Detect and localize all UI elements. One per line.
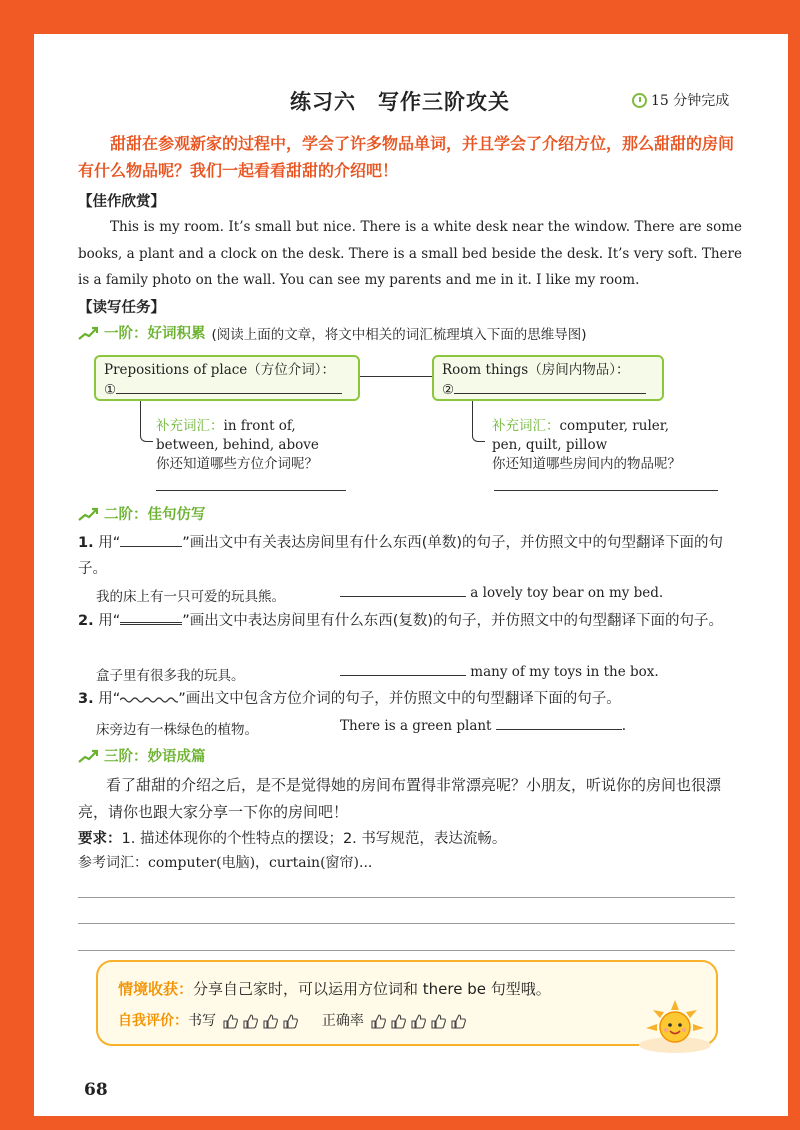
writing-rating[interactable] xyxy=(222,1013,299,1030)
answer-blank-1[interactable] xyxy=(116,393,342,394)
stair-icon xyxy=(78,749,98,763)
accuracy-label: 正确率 xyxy=(321,1013,364,1029)
q3-pre: 用“ xyxy=(98,691,121,707)
page-number: 68 xyxy=(84,1080,108,1100)
question-1 xyxy=(78,530,748,582)
reflection-box xyxy=(96,960,718,1046)
q1-pre: 用“ xyxy=(98,535,121,551)
q2-double-underline-sample xyxy=(120,622,182,625)
thumbs-up-icon[interactable] xyxy=(410,1013,427,1030)
writing-label: 书写 xyxy=(188,1013,216,1029)
thumbs-up-icon[interactable] xyxy=(450,1013,467,1030)
left-supp-label: 补充词汇： xyxy=(156,418,224,434)
timer-badge xyxy=(632,90,729,110)
room-things-box-title: Room things（房间内物品）： xyxy=(442,362,630,378)
left-supp-words-2: between, behind, above xyxy=(156,437,319,453)
q1-english-text: a lovely toy bear on my bed. xyxy=(470,585,664,601)
q3-wavy-underline-sample xyxy=(120,693,178,703)
left-answer-line[interactable] xyxy=(156,490,346,491)
page-frame-top xyxy=(0,0,800,34)
writing-line-1[interactable] xyxy=(78,897,735,898)
page-frame-bottom xyxy=(0,1116,800,1130)
accuracy-rating[interactable] xyxy=(370,1013,467,1030)
stair-icon xyxy=(78,326,98,340)
stage1-label: 一阶：好词积累 xyxy=(104,326,206,342)
q2-post: ”画出文中表达房间里有什么东西(复数)的句子，并仿照文中的句型翻译下面的句子。 xyxy=(182,613,724,629)
clock-icon xyxy=(632,93,647,108)
sun-mascot-icon xyxy=(636,996,714,1054)
reference-words: 参考词汇：computer(电脑)，curtain(窗帘)... xyxy=(78,855,373,871)
blank-number-1: ① xyxy=(104,382,117,398)
mindmap-connector xyxy=(360,376,432,377)
writing-line-3[interactable] xyxy=(78,950,735,951)
right-answer-line[interactable] xyxy=(494,490,718,491)
reflection-gain xyxy=(118,978,551,999)
q3-answer-blank[interactable] xyxy=(496,729,622,730)
right-bracket xyxy=(472,401,485,442)
gain-label: 情境收获： xyxy=(118,980,194,998)
q2-chinese: 盒子里有很多我的玩具。 xyxy=(96,668,245,684)
page-frame-right xyxy=(788,0,800,1130)
page-frame-left xyxy=(0,0,34,1130)
appreciation-heading: 【佳作欣赏】 xyxy=(78,194,165,210)
right-supp-words-1: computer, ruler, xyxy=(559,418,670,434)
prepositions-box-title: Prepositions of place（方位介词）： xyxy=(104,362,336,378)
q2-pre: 用“ xyxy=(98,613,121,629)
right-supplement xyxy=(492,417,732,474)
q3-period: . xyxy=(621,718,627,734)
gain-text: 分享自己家时，可以运用方位词和 there be 句型哦。 xyxy=(193,980,551,998)
thumbs-up-icon[interactable] xyxy=(242,1013,259,1030)
q1-english xyxy=(340,585,663,601)
answer-blank-2[interactable] xyxy=(454,393,646,394)
question-3 xyxy=(78,686,748,712)
q2-english xyxy=(340,664,659,680)
q1-number: 1. xyxy=(78,535,94,551)
right-supp-words-2: pen, quilt, pillow xyxy=(492,437,608,453)
q3-number: 3. xyxy=(78,691,94,707)
stage1-header xyxy=(78,322,587,343)
q3-english-text: There is a green plant xyxy=(340,718,492,734)
thumbs-up-icon[interactable] xyxy=(282,1013,299,1030)
right-supp-question: 你还知道哪些房间内的物品呢？ xyxy=(492,456,681,472)
requirements-text: 1. 描述体现你的个性特点的摆设；2. 书写规范，表达流畅。 xyxy=(121,831,507,847)
stage3-header xyxy=(78,745,206,766)
q2-number: 2. xyxy=(78,613,94,629)
right-supp-label: 补充词汇： xyxy=(492,418,560,434)
q1-chinese: 我的床上有一只可爱的玩具熊。 xyxy=(96,589,285,605)
self-evaluation xyxy=(118,1010,467,1030)
stair-icon xyxy=(78,507,98,521)
page-title: 练习六 写作三阶攻关 xyxy=(290,90,510,114)
left-bracket xyxy=(140,401,153,442)
stage2-label: 二阶：佳句仿写 xyxy=(104,507,206,523)
left-supp-words-1: in front of, xyxy=(223,418,296,434)
q1-post: ”画出文中有关表达房间里有什么东西(单数)的句子，并仿照文中的句型翻译下面的句子。 xyxy=(78,535,724,577)
q2-english-text: many of my toys in the box. xyxy=(470,664,659,680)
blank-number-2: ② xyxy=(442,382,455,398)
requirements-label: 要求： xyxy=(78,831,122,847)
requirements xyxy=(78,827,506,848)
thumbs-up-icon[interactable] xyxy=(390,1013,407,1030)
q1-straight-underline-sample xyxy=(120,546,182,547)
thumbs-up-icon[interactable] xyxy=(262,1013,279,1030)
prepositions-box xyxy=(94,355,360,401)
thumbs-up-icon[interactable] xyxy=(430,1013,447,1030)
intro-text: 甜甜在参观新家的过程中，学会了许多物品单词，并且学会了介绍方位，那么甜甜的房间有什么物品呢？我们一起看看甜甜的介绍吧！ xyxy=(78,134,735,180)
stage2-header xyxy=(78,503,206,524)
q3-chinese: 床旁边有一株绿色的植物。 xyxy=(96,722,258,738)
model-essay: This is my room. It’s small but nice. There is a white desk near the window. There are some books, a plant and a clock on the desk. There is a small bed beside the desk. It’s very soft. There is a family photo on the wall. You can see my parents and me in it. I like my room. xyxy=(78,219,742,288)
q3-english xyxy=(340,718,626,734)
timer-label: 15 分钟完成 xyxy=(651,93,730,109)
stage1-desc: (阅读上面的文章，将文中相关的词汇梳理填入下面的思维导图) xyxy=(211,326,587,343)
writing-line-2[interactable] xyxy=(78,923,735,924)
left-supp-question: 你还知道哪些方位介词呢？ xyxy=(156,456,318,472)
tasks-heading: 【读写任务】 xyxy=(78,300,165,316)
stage3-prompt: 看了甜甜的介绍之后，是不是觉得她的房间布置得非常漂亮呢？小朋友，听说你的房间也很漂亮，请你也跟大家分享一下你的房间吧！ xyxy=(78,776,722,821)
question-2 xyxy=(78,608,748,634)
self-eval-label: 自我评价： xyxy=(118,1013,188,1029)
room-things-box xyxy=(432,355,664,401)
q3-post: ”画出文中包含方位介词的句子，并仿照文中的句型翻译下面的句子。 xyxy=(178,691,621,707)
thumbs-up-icon[interactable] xyxy=(370,1013,387,1030)
stage3-label: 三阶：妙语成篇 xyxy=(104,749,206,765)
q2-answer-blank[interactable] xyxy=(340,675,466,676)
thumbs-up-icon[interactable] xyxy=(222,1013,239,1030)
q1-answer-blank[interactable] xyxy=(340,596,466,597)
left-supplement xyxy=(156,417,356,474)
